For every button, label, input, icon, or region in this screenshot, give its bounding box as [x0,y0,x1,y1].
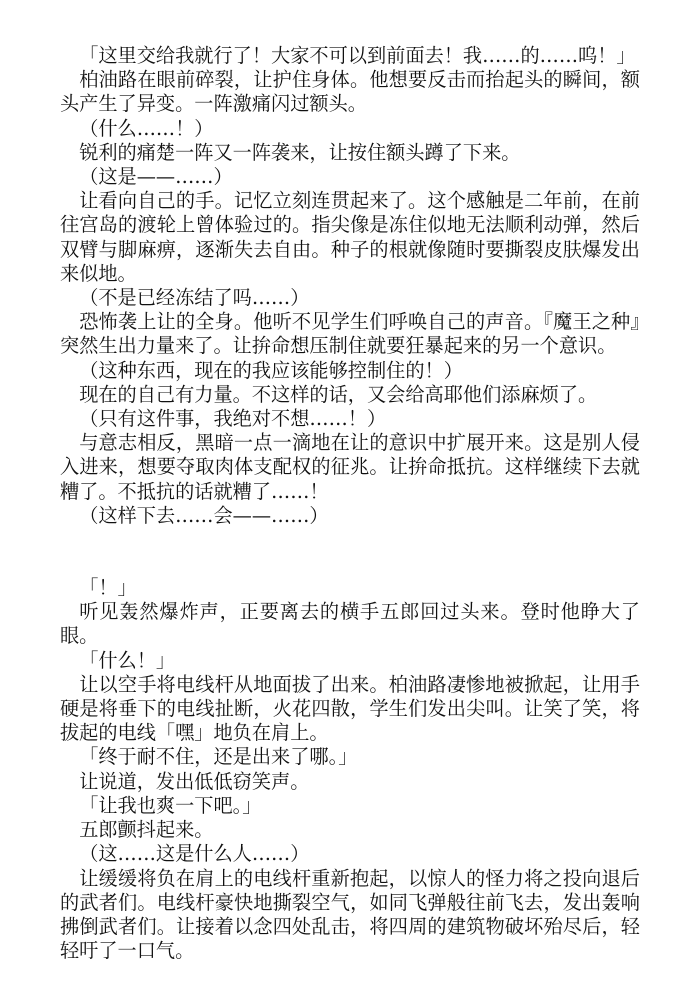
text-section-lower [60,576,640,963]
paragraph: （什么……！） [79,116,214,140]
paragraph: 「终于耐不住，还是出来了哪。」 [79,745,358,769]
paragraph: 听见轰然爆炸声，正要离去的横手五郎回过头来。登时他睁大了眼。 [60,600,640,648]
paragraph: 现在的自己有力量。不这样的话，又会给高耶他们添麻烦了。 [79,382,598,406]
paragraph: （这是——……） [79,165,233,189]
paragraph: 「让我也爽一下吧。」 [79,793,262,817]
section-break [60,528,640,576]
paragraph: 让以空手将电线杆从地面拔了出来。柏油路凄惨地被掀起，让用手硬是将垂下的电线扯断，火花四散，学生们发出尖叫。让笑了笑，将拔起的电线「嘿」地负在肩上。 [60,672,640,745]
paragraph: 「什么！」 [79,648,176,672]
paragraph: 让看向自己的手。记忆立刻连贯起来了。这个感触是二年前，在前往宫岛的渡轮上曾体验过的。指尖像是冻住似地无法顺利动弹，然后双臂与脚麻痹，逐渐失去自由。种子的根就像随时要撕裂皮肤爆发出来似地。 [60,189,640,285]
paragraph: 与意志相反，黑暗一点一滴地在让的意识中扩展开来。这是别人侵入进来，想要夺取肉体支配权的征兆。让拚命抵抗。这样继续下去就糟了。不抵抗的话就糟了……！ [60,431,640,503]
novel-page [60,44,640,963]
paragraph: 恐怖袭上让的全身。他听不见学生们呼唤自己的声音。『魔王之种』突然生出力量来了。让拚命想压制住就要狂暴起来的另一个意识。 [60,310,640,358]
paragraph: 让缓缓将负在肩上的电线杆重新抱起，以惊人的怪力将之投向退后的武者们。电线杆豪快地撕裂空气，如同飞弹般往前飞去，发出轰响拂倒武者们。让接着以念四处乱击，将四周的建筑物破坏殆尽后，轻轻吁了一口气。 [60,866,640,963]
paragraph: （这种东西，现在的我应该能够控制住的！） [79,358,463,382]
paragraph: 锐利的痛楚一阵又一阵袭来，让按住额头蹲了下来。 [79,140,521,164]
text-section-upper [60,44,640,528]
paragraph: （只有这件事，我绝对不想……！） [79,407,387,431]
paragraph: （这……这是什么人……） [79,842,310,866]
paragraph: 五郎颤抖起来。 [79,818,214,842]
paragraph: 「！」 [79,576,137,600]
paragraph: 「这里交给我就行了！大家不可以到前面去！我……的……呜！」 [79,44,636,67]
paragraph: 柏油路在眼前碎裂，让护住身体。他想要反击而抬起头的瞬间，额头产生了异变。一阵激痛闪过额头。 [60,68,640,116]
paragraph: 让说道，发出低低窃笑声。 [79,769,310,793]
paragraph: （这样下去……会——……） [79,503,329,527]
paragraph: （不是已经冻结了吗……） [79,286,310,310]
